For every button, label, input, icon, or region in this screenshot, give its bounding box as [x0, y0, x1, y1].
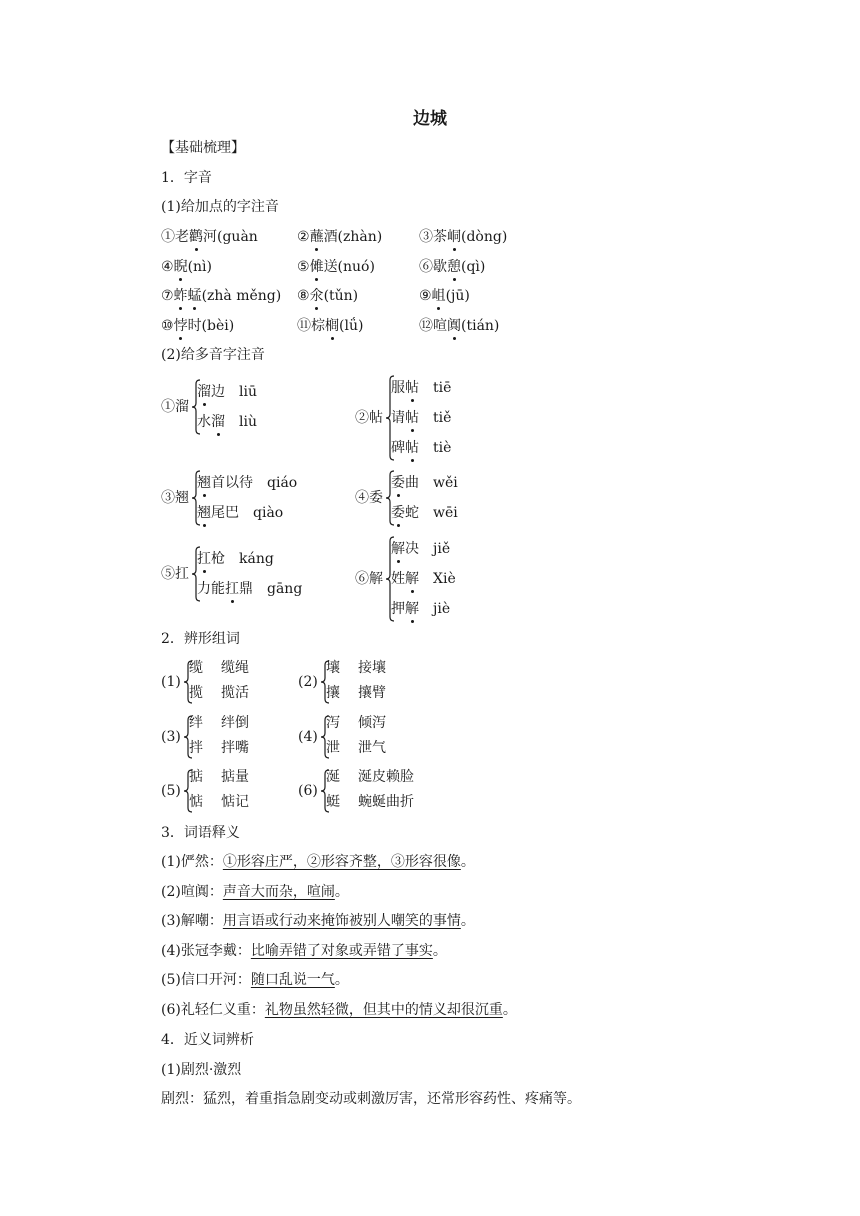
definition-text: 用言语或行动来掩饰被别人嘲笑的事情: [222, 913, 461, 929]
pronunciation-item: ⑧氽(tǔn): [297, 288, 359, 304]
dotted-char: 榈: [325, 318, 339, 334]
dotted-char: 委: [391, 505, 405, 521]
dotted-char: 峒: [447, 229, 461, 245]
shape-item: 缆 缆绳: [189, 660, 249, 676]
shape-item: 绊 绊倒: [189, 715, 249, 731]
heading-synonyms: 4．近义词辨析: [161, 1032, 254, 1048]
pronunciation-item: ⑥歇憩(qì): [419, 259, 486, 275]
pinyin: liū: [239, 384, 257, 400]
shape-word: 攘臂: [358, 685, 386, 701]
dotted-char: 溜: [197, 384, 211, 400]
sub-dotted-chars: (1)给加点的字注音: [161, 199, 279, 215]
pronunciation-item: ⑤傩送(nuó): [297, 259, 375, 275]
polyphonic-item: 委蛇 wēi: [391, 505, 458, 521]
group-head: ④委: [355, 490, 383, 506]
section-heading: 【基础梳理】: [161, 140, 245, 156]
polyphonic-item: 翘首以待 qiáo: [197, 475, 298, 491]
group-head: ⑥解: [355, 571, 383, 587]
dotted-char: 蜢: [187, 288, 202, 304]
polyphonic-item: 扛枪 káng: [197, 551, 274, 567]
pinyin: liù: [239, 414, 257, 430]
dotted-char: 帖: [405, 410, 419, 426]
group-head: (4): [298, 729, 318, 745]
shape-item: 壤 接壤: [326, 660, 386, 676]
shape-word: 接壤: [358, 660, 386, 676]
dotted-char: 翘: [197, 505, 211, 521]
shape-item: 揽 揽活: [189, 685, 249, 701]
definition-item: (5)信口开河：随口乱说一气。: [161, 972, 349, 988]
pinyin: qiào: [253, 505, 284, 521]
dotted-char: 解: [391, 541, 405, 557]
shape-item: 泄 泄气: [326, 740, 386, 756]
definition-text: 比喻弄错了对象或弄错了事实: [250, 942, 433, 959]
shape-word: 揽活: [221, 685, 249, 701]
group-head: (2): [298, 674, 318, 690]
pinyin: gāng: [267, 581, 303, 597]
shape-word: 涎皮赖脸: [358, 769, 414, 785]
heading-definitions: 3．词语释义: [161, 825, 240, 841]
dotted-char: 氽: [309, 288, 324, 304]
pinyin: Xiè: [433, 571, 456, 587]
polyphonic-item: 力能扛鼎 gāng: [197, 581, 303, 597]
pinyin: jiè: [433, 601, 451, 617]
polyphonic-item: 押解 jiè: [391, 601, 451, 617]
definition-text: 礼物虽然轻微，但其中的情义却很沉重: [264, 1001, 503, 1018]
dotted-char: 解: [405, 601, 419, 617]
definition-item: (4)张冠李戴：比喻弄错了对象或弄错了事实。: [161, 942, 447, 959]
shape-word: 蜿蜒曲折: [358, 794, 414, 810]
shape-word: 泄气: [358, 740, 386, 756]
pronunciation-item: ⑪棕榈(lǘ): [297, 318, 364, 334]
shape-word: 拌嘴: [221, 740, 249, 756]
dotted-char: 帖: [405, 380, 419, 396]
dotted-char: 蚱: [173, 288, 188, 304]
shape-word: 绊倒: [221, 715, 249, 731]
dotted-char: 翘: [197, 475, 211, 491]
pronunciation-item: ②蘸酒(zhàn): [297, 229, 383, 245]
dotted-char: 蘸: [309, 229, 324, 245]
dotted-char: 阗: [447, 318, 461, 334]
shape-word: 倾泻: [358, 715, 386, 731]
page-title: 边城: [413, 109, 447, 129]
definition-item: (3)解嘲：用言语或行动来掩饰被别人嘲笑的事情。: [161, 913, 475, 929]
dotted-char: 傩: [309, 259, 324, 275]
pronunciation-item: ④睨(nì): [161, 259, 212, 275]
shape-item: 拌 拌嘴: [189, 740, 249, 756]
definition-text: 随口乱说一气: [250, 972, 335, 988]
group-head: ⑤扛: [161, 566, 189, 582]
dotted-char: 睨: [173, 259, 188, 275]
group-head: ②帖: [355, 410, 383, 426]
pronunciation-item: ⑩悖时(bèi): [161, 318, 235, 334]
definition-text: ①形容庄严，②形容齐整，③形容很像: [222, 854, 461, 870]
group-head: (1): [161, 674, 181, 690]
dotted-char: 鹳: [189, 229, 203, 245]
pinyin: tiě: [433, 410, 452, 426]
definition-text: 声音大而杂，喧闹: [222, 883, 335, 900]
dotted-char: 帖: [405, 440, 419, 456]
pinyin: jiě: [433, 541, 451, 557]
polyphonic-item: 翘尾巴 qiào: [197, 505, 284, 521]
pinyin: káng: [239, 551, 274, 567]
sub-polyphonic: (2)给多音字注音: [161, 347, 265, 363]
dotted-char: 憩: [447, 259, 461, 275]
pinyin: qiáo: [267, 475, 298, 491]
dotted-char: 委: [391, 475, 405, 491]
shape-item: 泻 倾泻: [326, 715, 386, 731]
pinyin: tiè: [433, 440, 452, 456]
pronunciation-item: ⑫喧阗(tián): [419, 318, 500, 334]
polyphonic-item: 服帖 tiē: [391, 380, 452, 396]
dotted-char: 扛: [197, 551, 211, 567]
pinyin: wēi: [433, 505, 458, 521]
group-head: ③翘: [161, 490, 189, 506]
definition-item: (2)喧阗：声音大而杂，喧闹。: [161, 883, 349, 900]
polyphonic-item: 请帖 tiě: [391, 410, 452, 426]
polyphonic-item: 水溜 liù: [197, 414, 257, 430]
group-head: (6): [298, 783, 318, 799]
pronunciation-item: ①老鹳河(guàn: [161, 229, 258, 245]
heading-pronunciation: 1．字音: [161, 170, 212, 186]
shape-word: 缆绳: [221, 660, 249, 676]
shape-item: 涎 涎皮赖脸: [326, 769, 414, 785]
pinyin: tiē: [433, 380, 452, 396]
synonym-paragraph: 剧烈：猛烈，着重指急剧变动或刺激厉害，还常形容药性、疼痛等。: [161, 1091, 581, 1107]
definition-item: (6)礼轻仁义重：礼物虽然轻微，但其中的情义却很沉重。: [161, 1001, 517, 1018]
dotted-char: 悖: [173, 318, 188, 334]
group-head: (5): [161, 783, 181, 799]
polyphonic-item: 溜边 liū: [197, 384, 257, 400]
dotted-char: 岨: [431, 288, 446, 304]
group-head: ①溜: [161, 399, 189, 415]
shape-word: 掂量: [221, 769, 249, 785]
dotted-char: 溜: [211, 414, 225, 430]
shape-word: 惦记: [221, 794, 249, 810]
pinyin: wěi: [433, 475, 458, 491]
dotted-char: 扛: [225, 581, 239, 597]
shape-item: 掂 掂量: [189, 769, 249, 785]
dotted-char: 解: [405, 571, 419, 587]
definition-item: (1)俨然：①形容庄严，②形容齐整，③形容很像。: [161, 854, 475, 870]
polyphonic-item: 碑帖 tiè: [391, 440, 452, 456]
shape-item: 攘 攘臂: [326, 685, 386, 701]
group-head: (3): [161, 729, 181, 745]
polyphonic-item: 姓解 Xiè: [391, 571, 456, 587]
heading-shape: 2．辨形组词: [161, 631, 240, 647]
shape-item: 蜓 蜿蜒曲折: [326, 794, 414, 810]
pronunciation-item: ⑨岨(jū): [419, 288, 470, 304]
synonym-pair: (1)剧烈·激烈: [161, 1062, 242, 1078]
polyphonic-item: 委曲 wěi: [391, 475, 458, 491]
shape-item: 惦 惦记: [189, 794, 249, 810]
polyphonic-item: 解决 jiě: [391, 541, 451, 557]
pronunciation-item: ③茶峒(dòng): [419, 229, 508, 245]
pronunciation-item: ⑦蚱蜢(zhà měng): [161, 288, 282, 304]
